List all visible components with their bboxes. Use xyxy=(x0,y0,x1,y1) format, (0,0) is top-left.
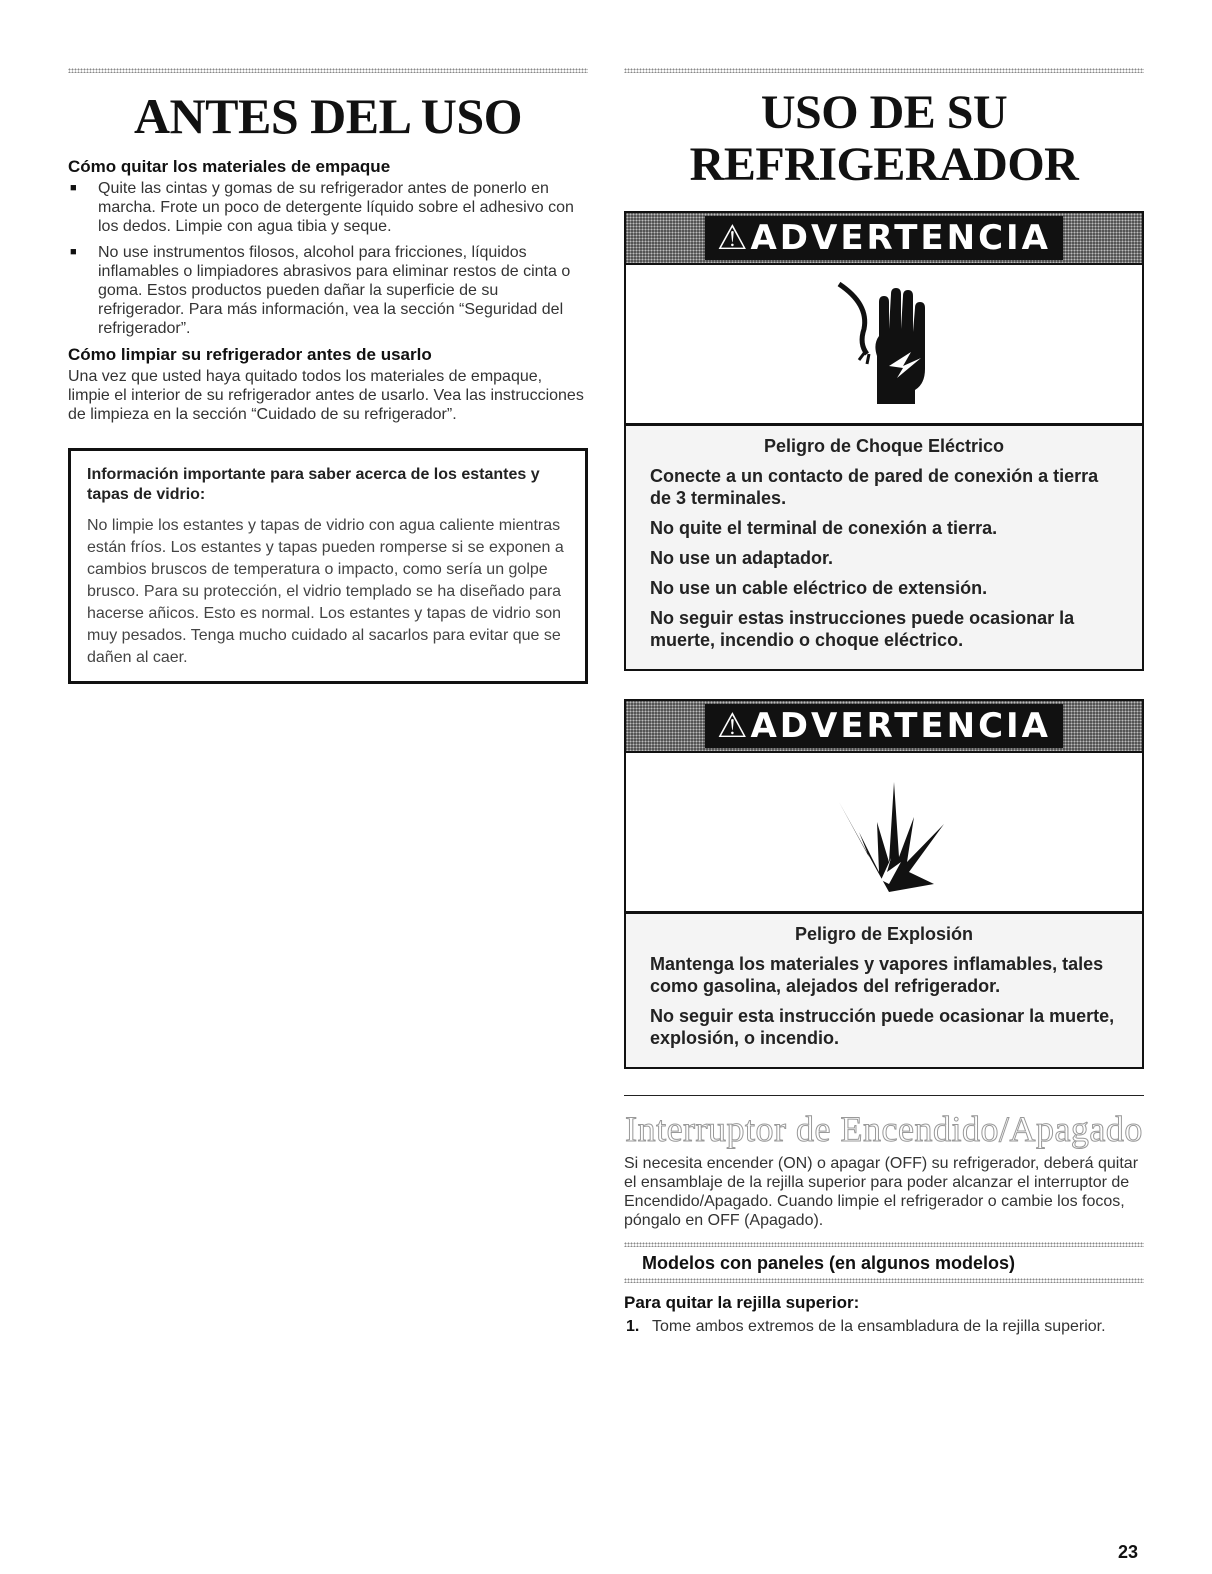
electric-shock-hand-icon xyxy=(626,265,1142,423)
page-title-uso-de-su-refrigerador xyxy=(624,87,1144,191)
explosion-icon xyxy=(626,753,1142,911)
top-dotted-rule xyxy=(624,68,1144,73)
glass-shelves-info-box xyxy=(68,448,588,684)
warning-body xyxy=(626,423,1142,669)
packaging-list xyxy=(68,179,588,338)
warning-body xyxy=(626,911,1142,1067)
models-heading: Modelos con paneles (en algunos modelos) xyxy=(642,1253,1016,1273)
warning-line: No quite el terminal de conexión a tierra. xyxy=(650,518,998,538)
warning-line: No seguir estas instrucciones puede ocasionar la muerte, incendio o choque eléctrico. xyxy=(650,608,1075,650)
warning-label: ⚠ADVERTENCIA xyxy=(705,216,1063,260)
dotted-rule xyxy=(624,1278,1144,1283)
section-title-power-switch: Interruptor de Encendido/Apagado xyxy=(625,1109,1143,1149)
warning-line: No use un cable eléctrico de extensión. xyxy=(650,578,988,598)
warning-label: ⚠ADVERTENCIA xyxy=(705,704,1063,748)
power-switch-text: Si necesita encender (ON) o apagar (OFF) su refrigerador, deberá quitar el ensamblaje de la rejilla superior para poder alcanzar el interruptor de Encendido/Apagado. Cuando limpie el refrigerador o cambie los focos, póngalo en OFF (Apagado). xyxy=(624,1155,1139,1229)
step-text: Tome ambos extremos de la ensambladura de la rejilla superior. xyxy=(652,1318,1106,1335)
heading-packaging: Cómo quitar los materiales de empaque xyxy=(68,157,391,176)
right-column xyxy=(624,0,1144,1336)
warning-header xyxy=(626,213,1142,265)
hazard-title: Peligro de Choque Eléctrico xyxy=(763,436,1005,456)
page-number: 23 xyxy=(1118,1542,1139,1562)
warning-header xyxy=(626,701,1142,753)
warning-electric-shock xyxy=(624,211,1144,671)
list-item: ■ No use instrumentos filosos, alcohol para fricciones, líquidos inflamables o limpiadores abrasivos para eliminar restos de cinta o goma. Estos productos pueden dañar la superficie de su refrigerador. Para más información, vea la sección “Seguridad del refrigerador”. xyxy=(68,243,588,338)
warning-line: No use un adaptador. xyxy=(650,548,834,568)
step-number: 1. xyxy=(626,1318,640,1335)
list-item xyxy=(624,1317,1144,1336)
steps-list xyxy=(624,1317,1144,1336)
page-title-antes-del-uso: ANTES DEL USO xyxy=(133,88,523,144)
hazard-title: Peligro de Explosión xyxy=(794,924,974,944)
left-column xyxy=(68,0,588,684)
info-box-heading: Información importante para saber acerca de los estantes y tapas de vidrio: xyxy=(87,466,540,503)
title-line-1: USO DE SU xyxy=(760,86,1008,139)
title-line-2: REFRIGERADOR xyxy=(689,138,1079,191)
warning-line: Mantenga los materiales y vapores inflamables, tales como gasolina, alejados del refrigerador. xyxy=(650,954,1104,996)
list-item: ■ Quite las cintas y gomas de su refrigerador antes de ponerlo en marcha. Frote un poco de detergente líquido sobre el adhesivo con los dedos. Limpie con agua tibia y seque. xyxy=(68,179,588,236)
top-dotted-rule xyxy=(68,68,588,73)
dotted-rule xyxy=(624,1242,1144,1247)
info-box-text: No limpie los estantes y tapas de vidrio con agua caliente mientras están fríos. Los estantes y tapas pueden romperse si se exponen a cambios bruscos de temperatura o impacto, como sería un golpe brusco. Para su protección, el vidrio templado se ha diseñado para hacerse añicos. Esto es normal. Los estantes y tapas de vidrio son muy pesados. Tenga mucho cuidado al sacarlos para evitar que se dañen al caer. xyxy=(87,517,564,666)
warning-line: Conecte a un contacto de pared de conexión a tierra de 3 terminales. xyxy=(650,466,1099,508)
section-divider xyxy=(624,1095,1144,1096)
remove-grille-heading: Para quitar la rejilla superior: xyxy=(624,1293,860,1312)
warning-explosion xyxy=(624,699,1144,1069)
heading-cleaning: Cómo limpiar su refrigerador antes de usarlo xyxy=(68,345,432,364)
cleaning-text: Una vez que usted haya quitado todos los materiales de empaque, limpie el interior de su refrigerador antes de usarlo. Vea las instrucciones de limpieza en la sección “Cuidado de su refrigerador”. xyxy=(68,368,584,423)
warning-line: No seguir esta instrucción puede ocasionar la muerte, explosión, o incendio. xyxy=(650,1006,1115,1048)
